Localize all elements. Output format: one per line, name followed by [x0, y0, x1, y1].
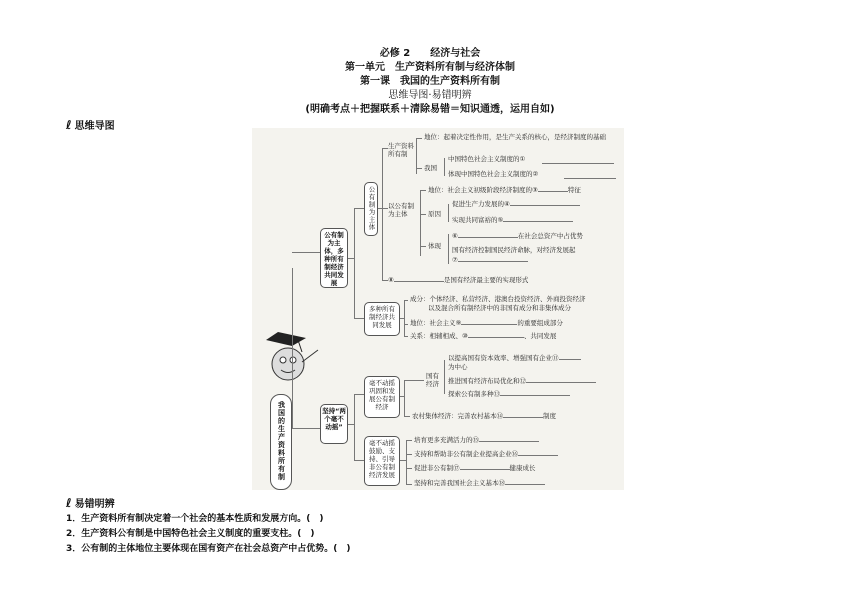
swirl-icon: ℓ — [66, 117, 72, 132]
fg-2: 支持和帮助非公有制企业提高企业⑯ — [414, 450, 558, 458]
node-bdy-gongyou: 毫不动摇巩固和发展公有制经济 — [364, 376, 400, 418]
gx: 关系：相辅相成、⑩ 、共同发展 — [410, 332, 557, 340]
yuanyin-1: 促进生产力发展的④ — [452, 200, 580, 208]
nongcun: 农村集体经济：完善农村基本⑭ 制度 — [412, 412, 556, 420]
guoyou-b: 推进国有经济布局优化和⑫ — [448, 377, 596, 385]
node-sczl: 生产资料所有制 — [388, 142, 414, 158]
mindmap-heading — [66, 117, 115, 132]
chengfen-2: 以及混合所有制经济中的非国有成分和非集体成分 — [428, 304, 571, 312]
branch-liangge-buduanyao: 坚持“两个毫不动摇” — [320, 404, 348, 444]
section-subtitle: 思维导图·易错明辨 — [388, 90, 472, 101]
question-3: 3．公有制的主体地位主要体现在国有资产在社会总资产中占优势。( ) — [66, 544, 351, 554]
node-tixian: 体现 — [428, 242, 441, 250]
root-label: 我国的生产资料所有制 — [277, 401, 286, 481]
fg-3: 促进非公有制⑰ 健康成长 — [414, 464, 536, 472]
branch-gongyou-duozhong: 公有制为主体，多种所有制经济共同发展 — [320, 228, 348, 288]
mind-map — [252, 128, 624, 490]
dw: 地位：社会主义⑨ 的重要组成部分 — [410, 319, 563, 327]
tixian-1: ⑥ 在社会总资产中占优势 — [452, 232, 583, 240]
node-yuanyin: 原因 — [428, 210, 441, 218]
node-bdy-feigongyou: 毫不动摇鼓励、支持、引导非公有制经济发展 — [364, 436, 400, 486]
guoyou-a2: 为中心 — [448, 363, 468, 371]
tixian-2: 国有经济控制国民经济命脉，对经济发展起 — [452, 246, 576, 254]
item-8: ⑧ 是国有经济最主要的实现形式 — [388, 276, 529, 284]
guoyou-a1: 以提高国有资本效率、增强国有企业⑪ — [448, 354, 581, 362]
node-guoyou: 国有经济 — [426, 372, 439, 388]
question-2: 2．生产资料公有制是中国特色社会主义制度的重要支柱。( ) — [66, 529, 315, 539]
guoyou-c: 探索公有制多种⑬ — [448, 390, 570, 398]
errors-heading-text: 易错明辨 — [74, 499, 115, 510]
gy-diwei: 地位：社会主义初级阶段经济制度的③ 特征 — [428, 186, 581, 194]
lesson-title: 第一课 我国的生产资料所有制 — [360, 76, 500, 87]
node-gyzw: 以公有制为主体 — [388, 202, 414, 218]
node-gongyouzhi-zhuti: 公有制为主体 — [364, 182, 378, 236]
node-duozhong: 多种所有制经济共同发展 — [364, 302, 400, 336]
woguo-1: 中国特色社会主义制度的① — [448, 155, 526, 163]
question-1: 1．生产资料所有制决定着一个社会的基本性质和发展方向。( ) — [66, 514, 324, 524]
mascot-icon — [258, 328, 320, 398]
tagline: (明确考点＋把握联系＋清除易错＝知识通透，运用自如) — [305, 104, 555, 115]
doc-subject-title: 必修 2 经济与社会 — [379, 48, 481, 59]
node-woguo: 我国 — [424, 164, 437, 172]
fg-1: 培育更多充满活力的⑮ — [414, 436, 539, 444]
fg-4: 坚持和完善我国社会主义基本⑱ — [414, 479, 545, 487]
root-node — [270, 394, 292, 490]
unit-title: 第一单元 生产资料所有制与经济体制 — [345, 62, 515, 73]
sczl-diwei: 地位：起着决定性作用，是生产关系的核心，是经济制度的基础 — [424, 133, 606, 141]
woguo-2: 体现中国特色社会主义制度的② — [448, 170, 539, 178]
yuanyin-2: 实现共同富裕的⑤ — [452, 216, 573, 224]
tixian-3: ⑦ — [452, 256, 528, 264]
mindmap-heading-text: 思维导图 — [74, 121, 115, 132]
swirl-icon: ℓ — [66, 495, 72, 510]
chengfen-1: 成分：个体经济、私营经济、港澳台投资经济、外商投资经济 — [410, 295, 586, 303]
errors-heading — [66, 495, 115, 510]
